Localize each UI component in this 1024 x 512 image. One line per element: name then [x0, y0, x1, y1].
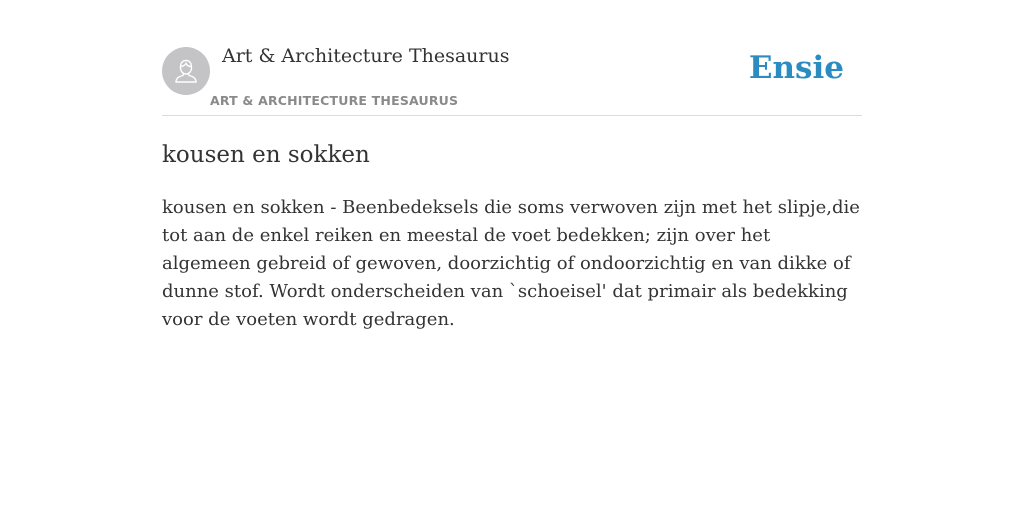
user-icon [171, 56, 201, 86]
brand-logo[interactable]: Ensie [748, 50, 844, 86]
header [162, 0, 862, 116]
entry-title: kousen en sokken [162, 142, 370, 168]
entry-definition: kousen en sokken - Beenbedeksels die soms verwoven zijn met het slipje,die tot aan de enkel reiken en meestal de voet bedekken; zijn over het algemeen gebreid of gewoven, doorzichtig of ondoorzichtig en van dikke of dunne stof. Wordt onderscheiden van `schoeisel' dat primair als bedekking voor de voeten wordt gedragen. [162, 197, 860, 330]
source-subtitle[interactable]: ART & ARCHITECTURE THESAURUS [210, 93, 459, 108]
page-container [162, 0, 862, 334]
avatar[interactable] [162, 47, 210, 95]
source-title[interactable]: Art & Architecture Thesaurus [222, 45, 510, 67]
